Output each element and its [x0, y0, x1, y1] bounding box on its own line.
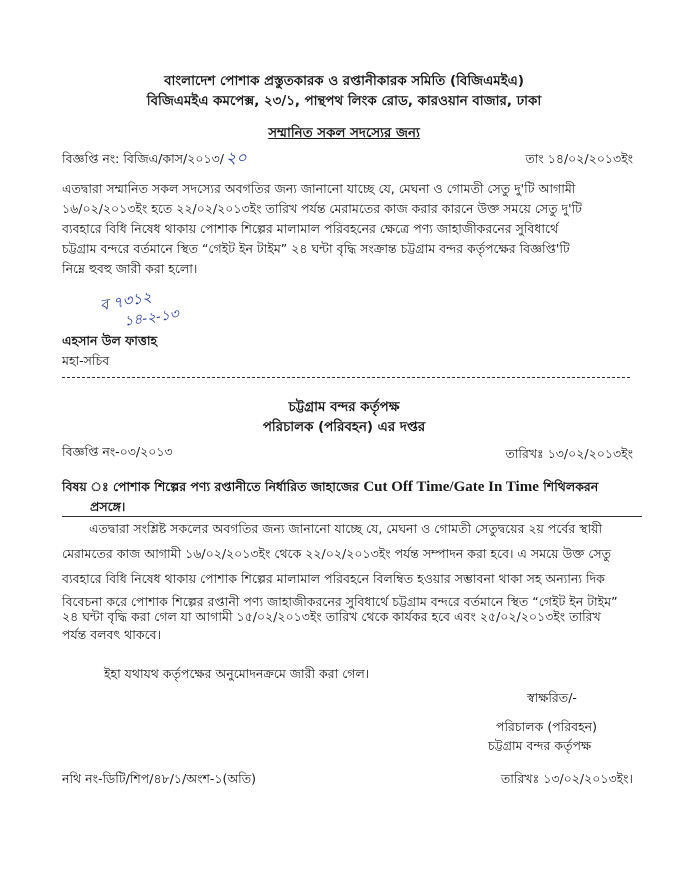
file-date: তারিখঃ ১৩/০২/২০১৩ইং। — [500, 771, 633, 786]
signatory-name: এহসান উল ফাত্তাহ — [62, 333, 158, 348]
subject-underline — [62, 516, 642, 517]
handwritten-receipt-date: ১৪-২-১৩ — [123, 306, 180, 330]
subject-line-2: প্রসঙ্গে। — [90, 499, 126, 514]
notice2-body-line: বিবেচনা করে পোশাক শিল্পের রপ্তানী পণ্য জাহাজীকরনের সুবিধার্থে চট্টগ্রাম বন্দরে বর্তমানে স্থিত “গেইট ইন টাইম” — [62, 594, 618, 609]
notice1-body-line: ব্যবহারে বিধি নিষেধ থাকায় পোশাক শিল্পের মালামাল পরিবহনের ক্ষেত্রে পণ্য জাহাজীকরনের সুবিধার্থে — [62, 221, 559, 236]
notice2-body-line: মেরামতের কাজ আগামী ১৬/০২/২০১৩ইং থেকে ২২/০২/২০১৩ইং পর্যন্ত সম্পাদন করা হবে। এ সময়ে উক্ত সেতু — [62, 546, 612, 561]
handwritten-receipt-number: ব ৭৩১২ — [98, 287, 154, 315]
subject-english: Cut Off Time/Gate In Time — [363, 479, 539, 495]
approval-statement: ইহা যথাযথ কর্তৃপক্ষের অনুমোদনক্রমে জারী করা গেল। — [104, 666, 370, 681]
subject-text: পোশাক শিল্পের পণ্য রপ্তানীতে নির্ধারিত জাহাজের — [112, 479, 359, 494]
notice2-body-line: ব্যবহারে বিধি নিষেধ থাকায় পোশাক শিল্পের মালামাল পরিবহনে বিলম্বিত হওয়ার সম্ভাবনা থাকা সহ অন্যান্য দিক — [62, 571, 605, 586]
notice1-body-line: এতদ্বারা সম্মানিত সকল সদস্যের অবগতির জন্য জানানো যাচ্ছে যে, মেঘনা ও গোমতী সেতু দু'টি আগামী — [62, 181, 576, 196]
notice2-reference: বিজ্ঞপ্তি নং-০৩/২০১৩ — [62, 444, 173, 459]
notice1-reference-label: বিজ্ঞপ্তি নং: বিজিএ/কাস/২০১৩/ — [62, 151, 224, 166]
subject-line — [62, 478, 598, 496]
section-divider — [62, 377, 630, 378]
notice2-body-line: ২৪ ঘন্টা বৃদ্ধি করা গেল যা আগামী ১৫/০২/২০১৩ইং তারিখ থেকে কার্যকর হবে এবং ২৫/০২/২০১৩ইং তারিখ — [62, 609, 601, 624]
notice1-reference-handwritten: ২০ — [225, 148, 247, 167]
audience-heading: সম্মানিত সকল সদস্যের জন্য — [268, 125, 420, 141]
notice2-body-line: এতদ্বারা সংশ্লিষ্ট সকলের অবগতির জন্য জানানো যাচ্ছে যে, মেঘনা ও গোমতী সেতুদ্বয়ের ২য় পর্বের স্থায়ী — [89, 521, 603, 536]
signatory-title: মহা-সচিব — [62, 353, 110, 368]
notice1-reference — [62, 150, 247, 167]
signer-organization: চট্টগ্রাম বন্দর কর্তৃপক্ষ — [488, 738, 592, 753]
file-number: নথি নং-ডিটি/শিপ/৪৮/১/অংশ-১(অতি) — [62, 771, 257, 786]
port-authority-heading: চট্টগ্রাম বন্দর কর্তৃপক্ষ — [288, 399, 400, 415]
notice2-date: তারিখঃ ১৩/০২/২০১৩ইং — [505, 446, 633, 461]
notice1-date: তাং ১৪/০২/২০১৩ইং — [525, 151, 633, 166]
notice1-body-line: ১৬/০২/২০১৩ইং হতে ২২/০২/২০১৩ইং তারিখ পর্যন্ত মেরামতের কাজ করার কারনে উক্ত সময়ে সেতু দু'টি — [62, 201, 582, 216]
subject-tail: শিথিলকরন — [543, 479, 599, 494]
signer-title: পরিচালক (পরিবহন) — [496, 719, 598, 734]
org-address: বিজিএমইএ কমপেক্স, ২৩/১, পান্থপথ লিংক রোড, কারওয়ান বাজার, ঢাকা — [146, 93, 542, 109]
subject-label: বিষয় ঃ — [62, 479, 109, 494]
signed-mark: স্বাক্ষরিত/- — [527, 690, 577, 705]
office-heading: পরিচালক (পরিবহন) এর দপ্তর — [262, 419, 426, 435]
org-name: বাংলাদেশ পোশাক প্রস্তুতকারক ও রপ্তানীকারক সমিতি (বিজিএমইএ) — [164, 73, 524, 89]
notice1-body-line: নিম্নে হুবহু জারী করা হলো। — [62, 261, 198, 276]
notice1-body-line: চট্টগ্রাম বন্দরে বর্তমানে স্থিত “গেইট ইন টাইম” ২৪ ঘন্টা বৃদ্ধি সংক্রান্ত চট্টগ্রাম বন্দর কর্তৃপক্ষের বিজ্ঞপ্তি'টি — [62, 241, 570, 256]
notice2-body-line: পর্যন্ত বলবৎ থাকবে। — [62, 627, 162, 642]
